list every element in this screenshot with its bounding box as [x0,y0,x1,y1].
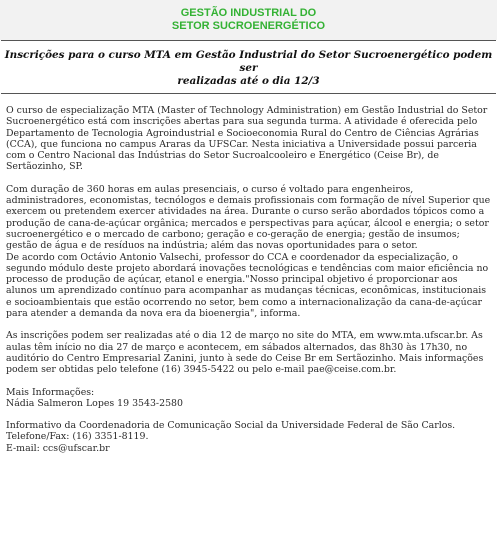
footer-line2: Telefone/Fax: (16) 3351-8119. [6,431,149,443]
spacer [6,376,491,387]
article-body [0,94,497,454]
spacer [6,173,491,184]
spacer [6,409,491,420]
header-title-line2: SETOR SUCROENERGÉTICO [171,20,326,32]
paragraph-intro: O curso de especialização MTA (Master of Technology Administration) em Gestão Industrial do Setor Sucroenergético está com inscrições abertas para sua segunda turma. A atividade é oferecida pelo Departamento de Tecnologia Agroindustrial e Socioeconomia Rural do Centro de Ciências Agrárias (CCA), que funciona no campus Araras da UFSCar. Nesta iniciativa a Universidade possui parceria com o Centro Nacional das Indústrias do Setor Sucroalcooleiro e Energético (Ceise Br), de Sertãozinho, SP. [6,105,488,173]
paragraph-course: Com duração de 360 horas em aulas presenciais, o curso é voltado para engenheiros, administradores, economistas, tecnólogos e demais profissionais com formação de nível Superior que exercem ou pretendem exercer atividades na área. Durante o curso serão abordados tópicos como a produção de cana-de-açúcar orgânica; mercados e perspectivas para açúcar, álcool e energia; o setor sucroenergético e o mercado de carbono; geração e co-geração de energia; gestão de insumos; gestão de água e de resíduos na indústria; além das novas oportunidades para o setor. [6,183,491,252]
spacer [6,319,491,330]
subtitle [0,41,497,93]
header-title-line1: GESTÃO INDUSTRIAL DO [180,7,317,19]
info-label: Mais Informações: [6,386,95,398]
subtitle-line2: realizadas até o dia 12/3 [177,75,320,87]
paragraph-registration: As inscrições podem ser realizadas até o dia 12 de março no site do MTA, em www.mta.ufscar.br. As aulas têm início no dia 27 de março e acontecem, em sábados alternados, das 8h30 às 17h30, no auditório do Centro Empresarial Zanini, junto à sede do Ceise Br em Sertãozinho. Mais informações podem ser obtidas pelo telefone (16) 3945-5422 ou pelo e-mail pae@ceise.com.br. [6,330,484,376]
subtitle-line1: Inscrições para o curso MTA em Gestão Industrial do Setor Sucroenergético podem ser [4,49,493,74]
info-contact: Nádia Salmeron Lopes 19 3543-2580 [6,397,183,409]
paragraph-quote: De acordo com Octávio Antonio Valsechi, professor do CCA e coordenador da especialização, o segundo módulo deste projeto abordará inovações tecnológicas e tendências com maior eficiência no processo de produção de açúcar, etanol e energia."Nosso principal objetivo é proporcionar aos alunos um aprendizado contínuo para acompanhar as mudanças técnicas, econômicas, institucionais e socioambientais que estão ocorrendo no setor, bem como a internacionalização da cana-de-açúcar para atender a demanda da nova era da bioenergia", informa. [6,251,489,320]
footer-line3: E-mail: ccs@ufscar.br [6,442,110,454]
header-banner [0,0,497,40]
footer-line1: Informativo da Coordenadoria de Comunicação Social da Universidade Federal de São Carlos. [6,420,456,432]
